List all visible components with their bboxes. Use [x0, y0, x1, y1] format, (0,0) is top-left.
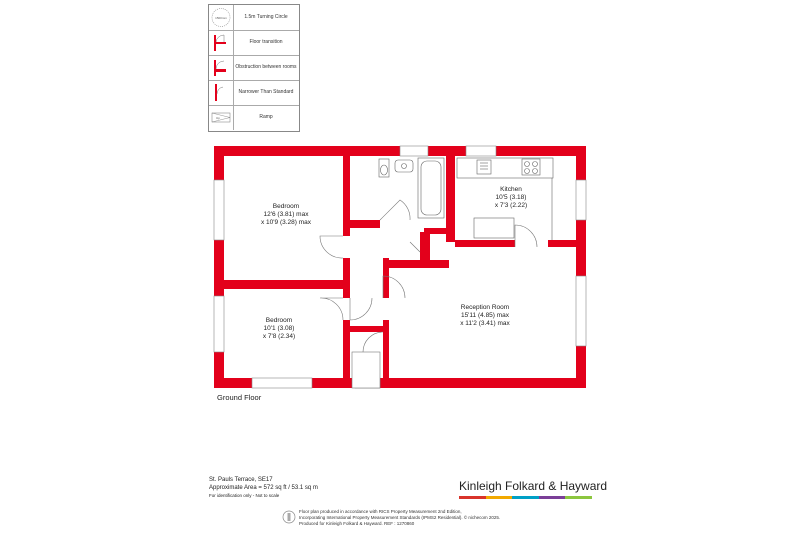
legend-label-narrow: Narrower Than Standard	[238, 88, 294, 95]
room-kitchen-dim1: 10'5 (3.18)	[495, 194, 527, 201]
rics-note	[299, 509, 500, 527]
room-bedroom-1-dim1: 12'6 (3.81) max	[263, 211, 309, 218]
walls	[214, 146, 586, 388]
room-kitchen	[495, 186, 527, 210]
rics-line-1: Floor plan produced in accordance with RICS Property Measurement 2nd Edition,	[299, 509, 462, 514]
bathroom-fixtures	[379, 158, 444, 218]
room-kitchen-name: Kitchen	[500, 186, 522, 193]
room-reception-dim2: x 11'2 (3.41) max	[460, 320, 510, 327]
sink-icon	[395, 160, 413, 172]
room-bedroom-2-dim2: x 7'8 (2.34)	[262, 333, 296, 340]
legend-label-ramp: Ramp	[259, 113, 273, 120]
floor-label: Ground Floor	[217, 393, 262, 402]
room-bedroom-2	[263, 317, 295, 341]
rics-line-3: Produced for Kinleigh Folkard & Hayward. REF : 1270860	[299, 521, 415, 526]
legend-label-obstruction: Obstruction between rooms	[235, 63, 297, 70]
legend-label-turning-circle: 1.5m Turning Circle	[244, 13, 288, 20]
identification-note: For identification only - Not to scale	[209, 493, 280, 498]
room-bedroom-2-dim1: 10'1 (3.08)	[263, 325, 295, 332]
legend-label-floor-transition: Floor transition	[249, 38, 283, 45]
ramp-text: Up	[216, 116, 220, 120]
room-bedroom-1-dim2: x 10'9 (3.28) max	[260, 219, 312, 226]
brand-color-bar	[459, 496, 592, 499]
room-bedroom-2-name: Bedroom	[265, 317, 293, 324]
room-reception-name: Reception Room	[460, 304, 510, 311]
room-bedroom-1-name: Bedroom	[272, 203, 300, 210]
turning-circle-text: 1500mm	[215, 16, 227, 20]
address-block	[209, 476, 318, 500]
bath-icon	[418, 158, 444, 218]
brand-name: Kinleigh Folkard & Hayward	[459, 479, 608, 493]
brand-bar-red	[459, 496, 486, 499]
brand-bar-blue	[512, 496, 539, 499]
rics-line-2: Incorporating International Property Measurement Standards (IPMS2 Residential). © nichecom 2025.	[299, 515, 501, 520]
entrance-step	[352, 352, 380, 388]
room-reception	[460, 304, 510, 328]
brand-bar-green	[565, 496, 592, 499]
address: St. Pauls Terrace, SE17	[209, 477, 273, 483]
room-bedroom-1	[261, 203, 311, 227]
room-reception-dim1: 15'11 (4.85) max	[460, 312, 510, 319]
area: Approximate Area = 572 sq ft / 53.1 sq m	[209, 485, 318, 491]
room-kitchen-dim2: x 7'3 (2.22)	[494, 202, 528, 209]
kitchen-sink-icon	[477, 160, 491, 174]
brand-bar-purple	[539, 496, 566, 499]
rics-logo-icon	[282, 509, 296, 525]
brand-bar-amber	[486, 496, 513, 499]
hob-icon	[522, 159, 540, 175]
